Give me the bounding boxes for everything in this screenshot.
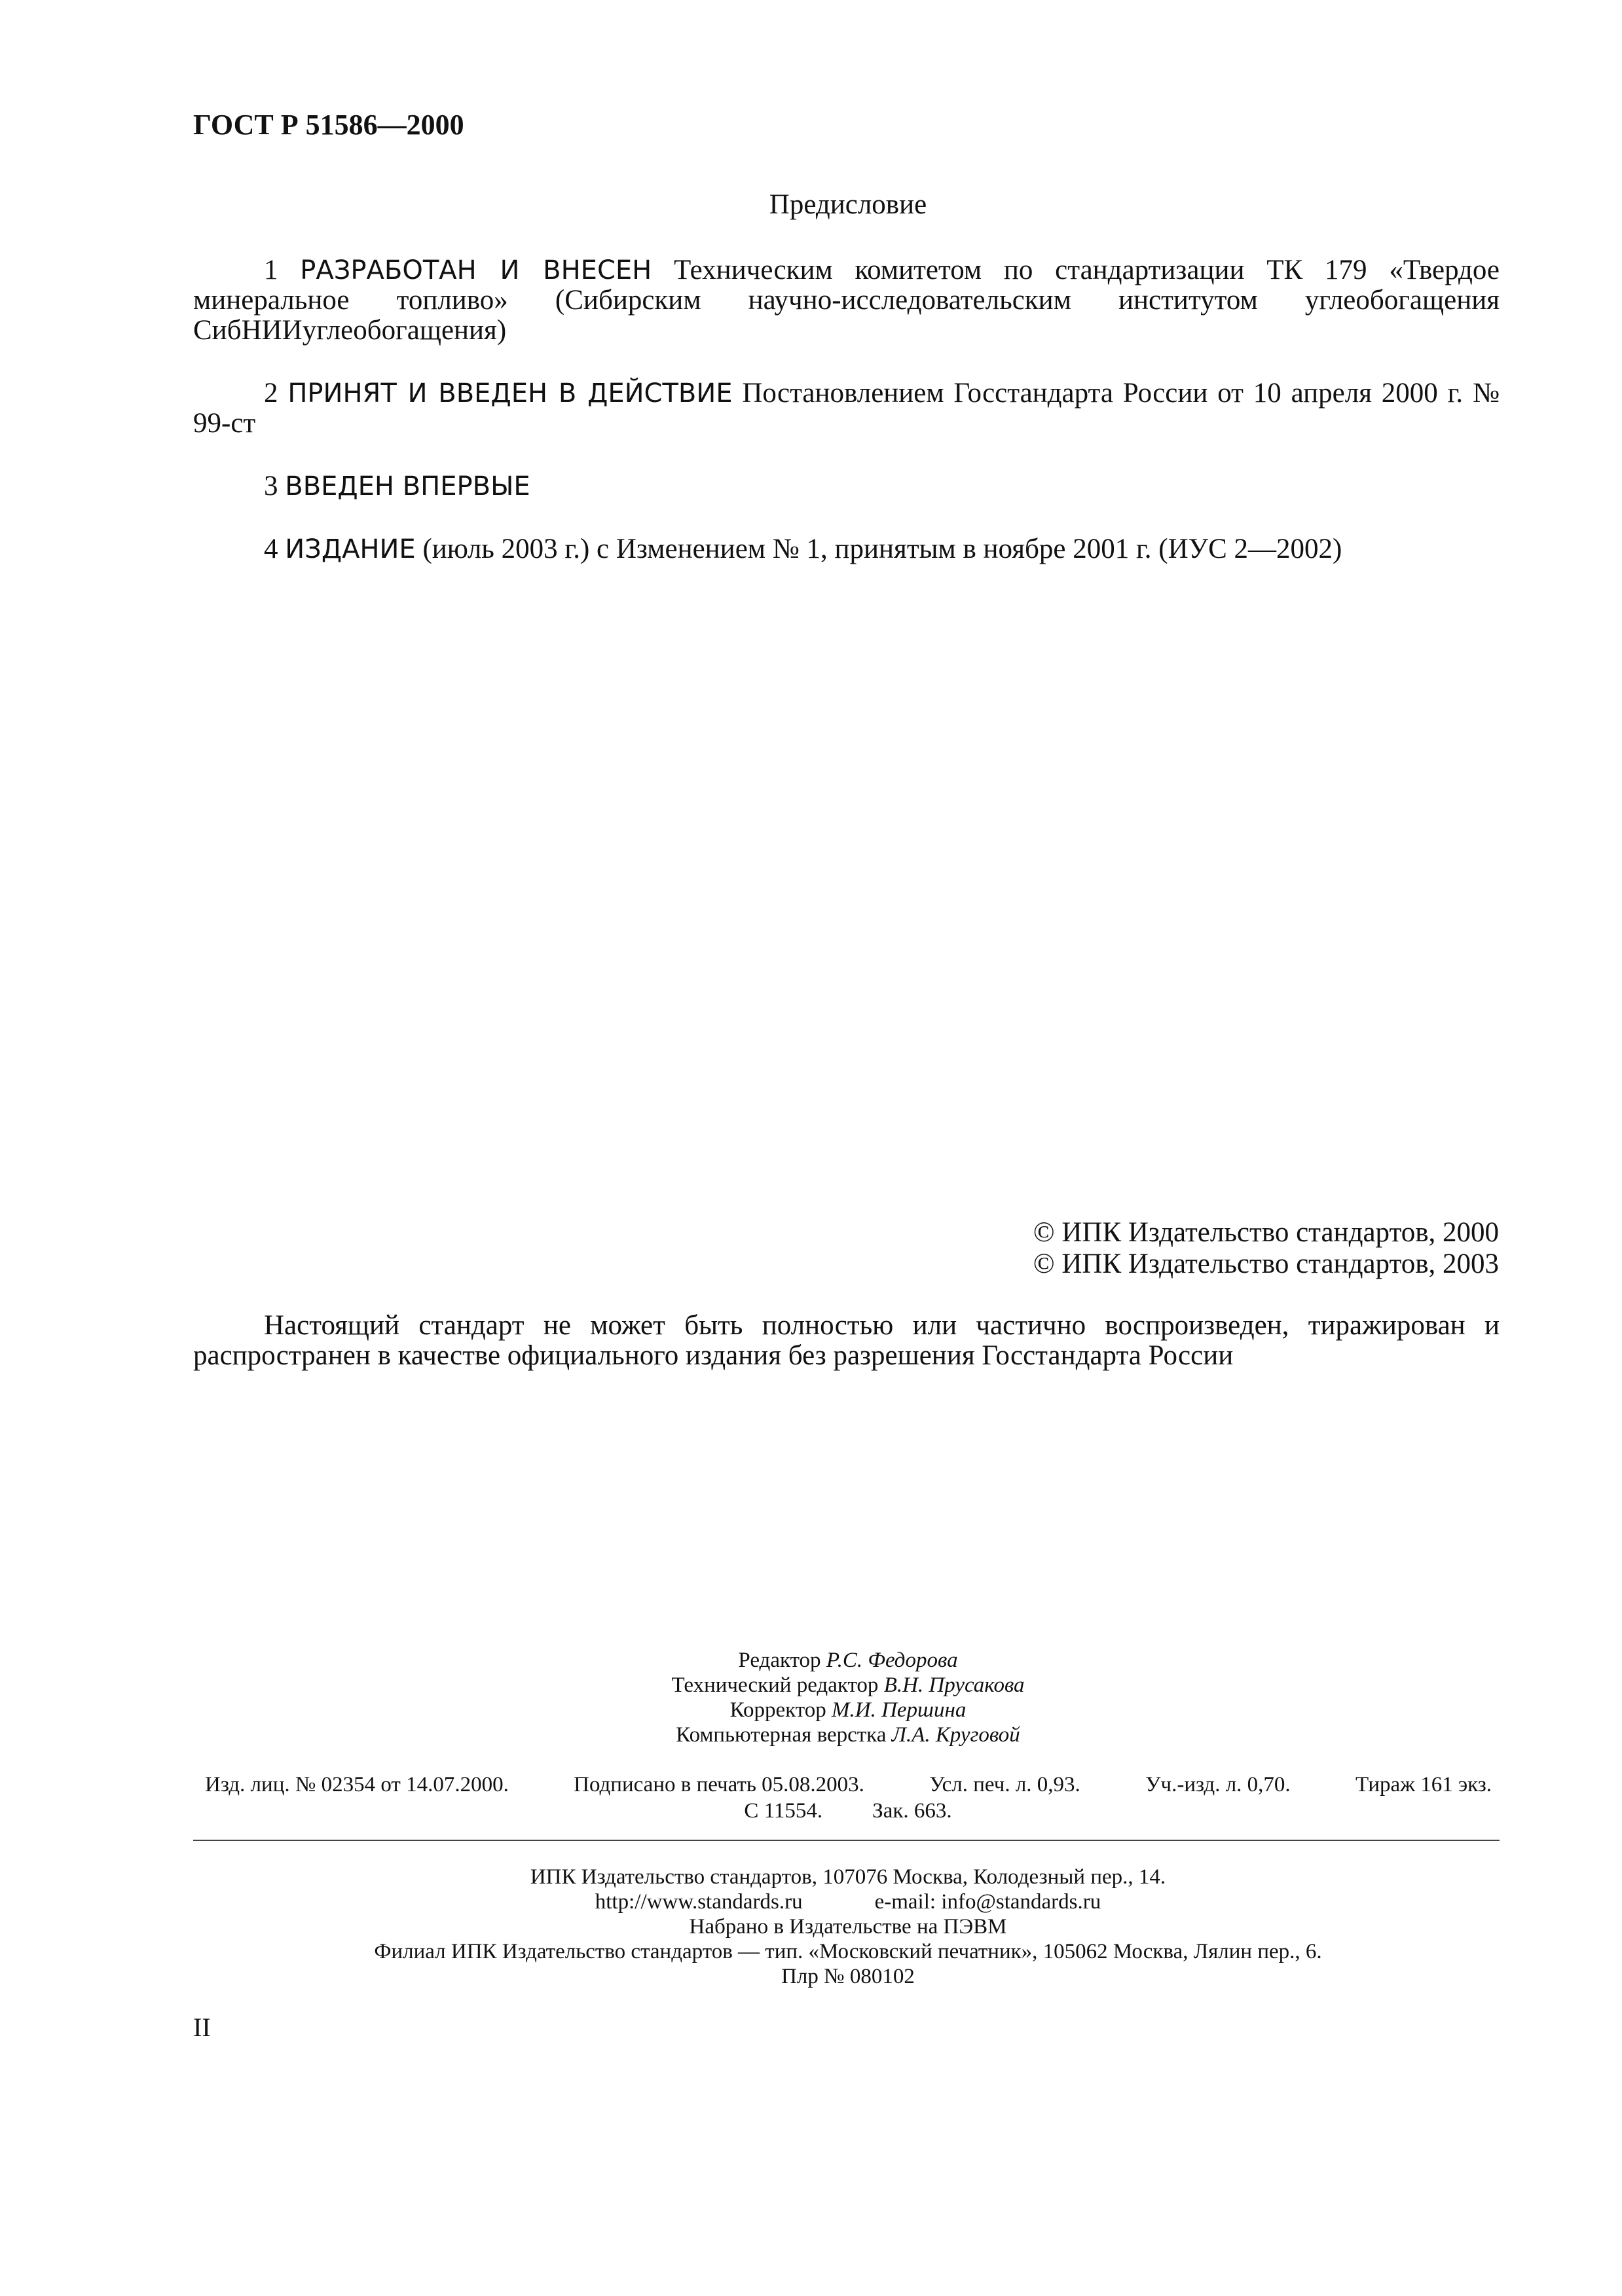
credit-label: Технический редактор: [671, 1673, 879, 1697]
license-info: Изд. лиц. № 02354 от 14.07.2000.: [205, 1773, 509, 1796]
credit-tech-editor: [0, 1673, 1622, 1698]
item-text: Техническим комитетом по стандартизации ТК 179 «Твердое минеральное топливо» (Сибирским научно-исследовательским институтом углеобогащения СибНИИуглеобогащения): [193, 255, 1500, 346]
divider-line: [193, 1840, 1500, 1841]
publisher-block: [0, 1865, 1622, 1989]
item-lead: ПРИНЯТ И ВВЕДЕН В ДЕЙСТВИЕ: [287, 378, 733, 409]
print-code: С 11554.: [744, 1799, 823, 1823]
preface-title: Предисловие: [769, 189, 927, 220]
credits-block: [0, 1648, 1622, 1747]
item-lead: ВВЕДЕН ВПЕРВЫЕ: [285, 471, 530, 501]
item-number: 2: [264, 378, 278, 409]
preface-item-4: [193, 534, 1500, 564]
item-lead: РАЗРАБОТАН И ВНЕСЕН: [300, 255, 652, 285]
printing-details: [205, 1773, 1492, 1797]
print-sheets: Усл. печ. л. 0,93.: [929, 1773, 1080, 1796]
item-number: 1: [264, 255, 278, 285]
preface-item-2: [193, 378, 1500, 439]
credit-editor: [0, 1648, 1622, 1673]
edition-sheets: Уч.-изд. л. 0,70.: [1145, 1773, 1291, 1796]
credit-layout: [0, 1722, 1622, 1747]
credit-label: Редактор: [738, 1649, 821, 1672]
credit-person: Р.С. Федорова: [826, 1649, 958, 1672]
publisher-address: ИПК Издательство стандартов, 107076 Москва, Колодезный пер., 14.: [530, 1865, 1166, 1889]
credit-person: Л.А. Круговой: [891, 1723, 1020, 1747]
printing-codes: [0, 1799, 1622, 1823]
copyright-line: © ИПК Издательство стандартов, 2003: [1033, 1248, 1499, 1279]
credit-label: Компьютерная верстка: [676, 1723, 887, 1747]
copyright-line: © ИПК Издательство стандартов, 2000: [1033, 1217, 1499, 1248]
order-number: Зак. 663.: [872, 1799, 952, 1823]
reproduction-notice: Настоящий стандарт не может быть полностью или частично воспроизведен, тиражирован и распространен в качестве официального издания без разрешения Госстандарта России: [193, 1310, 1500, 1371]
preface-item-1: [193, 255, 1500, 346]
plr-number: Плр № 080102: [781, 1965, 915, 1988]
credit-person: М.И. Першина: [832, 1698, 967, 1722]
item-text: (июль 2003 г.) с Изменением № 1, принятым в ноябре 2001 г. (ИУС 2—2002): [422, 534, 1342, 564]
preface-item-3: [193, 471, 1500, 501]
item-number: 4: [264, 534, 278, 564]
credit-corrector: [0, 1698, 1622, 1722]
website-link[interactable]: http://www.standards.ru: [595, 1890, 803, 1914]
credit-person: В.Н. Прусакова: [883, 1673, 1025, 1697]
email-link[interactable]: e-mail: info@standards.ru: [874, 1890, 1101, 1914]
credit-label: Корректор: [729, 1698, 826, 1722]
item-lead: ИЗДАНИЕ: [285, 534, 416, 564]
circulation: Тираж 161 экз.: [1355, 1773, 1492, 1796]
item-number: 3: [264, 471, 278, 501]
publisher-contacts: [0, 1889, 1622, 1914]
document-code: ГОСТ Р 51586—2000: [193, 109, 464, 141]
branch-address: Филиал ИПК Издательство стандартов — тип. «Московский печатник», 105062 Москва, Лялин пер., 6.: [374, 1940, 1322, 1963]
page-number: II: [193, 2013, 211, 2042]
typeset-note: Набрано в Издательстве на ПЭВМ: [689, 1915, 1007, 1939]
signed-date: Подписано в печать 05.08.2003.: [574, 1773, 864, 1796]
item-text: Постановлением Госстандарта России от 10 апреля 2000 г. № 99-ст: [193, 378, 1500, 439]
